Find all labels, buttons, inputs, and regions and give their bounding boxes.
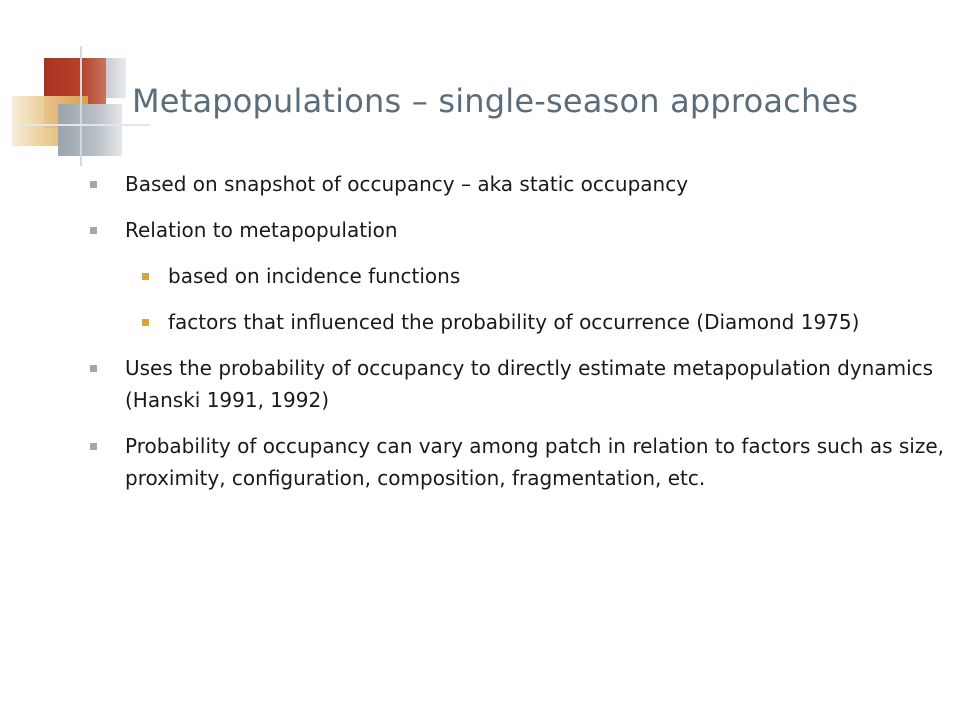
bullet-text: Based on snapshot of occupancy – aka static occupancy [125, 172, 689, 196]
square-sub-bullet-icon [142, 319, 149, 326]
square-bullet-icon [90, 227, 97, 234]
corner-decoration-horizontal-line [20, 124, 150, 126]
sub-bullet-text: factors that influenced the probability of occurrence (Diamond 1975) [168, 310, 860, 334]
corner-decoration-vertical-line [80, 46, 82, 166]
square-bullet-icon [90, 443, 97, 450]
bullet-item [125, 214, 945, 246]
bullet-list [0, 168, 960, 494]
corner-decoration-gray-block [58, 104, 122, 156]
square-sub-bullet-icon [142, 273, 149, 280]
bullet-item [125, 430, 945, 494]
bullet-text: Relation to metapopulation [125, 218, 398, 242]
bullet-item [125, 168, 945, 200]
sub-bullet-text: based on incidence functions [168, 264, 461, 288]
slide-title: Metapopulations – single-season approaches [132, 82, 859, 120]
sub-bullet-item [168, 260, 928, 292]
bullet-item [125, 352, 945, 416]
bullet-text: Uses the probability of occupancy to directly estimate metapopulation dynamics (Hanski 1991, 1992) [125, 356, 934, 412]
square-bullet-icon [90, 365, 97, 372]
square-bullet-icon [90, 181, 97, 188]
corner-decoration-gray-top-block [106, 58, 126, 98]
bullet-text: Probability of occupancy can vary among patch in relation to factors such as size, proximity, configuration, composition, fragmentation, etc. [125, 434, 945, 490]
sub-bullet-item [168, 306, 928, 338]
